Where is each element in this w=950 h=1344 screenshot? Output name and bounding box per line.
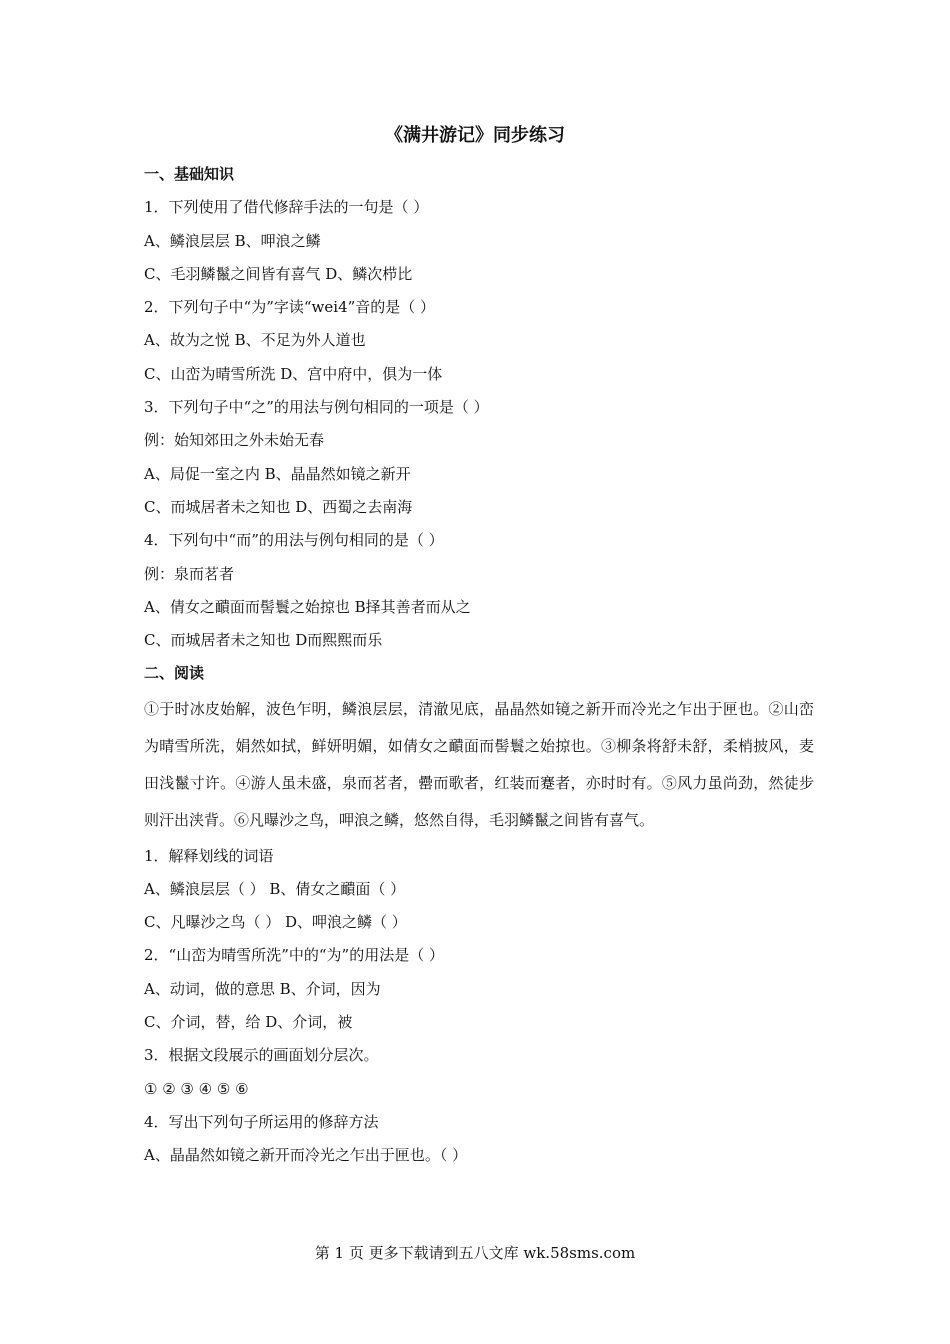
option-line: C、毛羽鳞鬣之间皆有喜气 D、鳞次栉比 — [144, 264, 413, 283]
option-line: C、凡曝沙之鸟（ ） D、呷浪之鳞（ ） — [144, 913, 407, 932]
section-heading-basics: 一、基础知识 — [144, 165, 235, 183]
question-line: 3．下列句子中“之”的用法与例句相同的一项是（ ） — [144, 398, 489, 417]
option-line: A、鳞浪层层 B、呷浪之鳞 — [144, 231, 321, 250]
question-line: 4．下列句中“而”的用法与例句相同的是（ ） — [144, 531, 444, 550]
layer-numbers: ① ② ③ ④ ⑤ ⑥ — [144, 1079, 249, 1098]
question-line: 2．下列句子中“为”字读“wei4”音的是（ ） — [144, 298, 436, 317]
reading-passage: ①于时冰皮始解，波色乍明，鳞浪层层，清澈见底，晶晶然如镜之新开而冷光之乍出于匣也。②山峦为晴雪所洗，娟然如拭，鲜妍明媚，如倩女之靧面而髻鬟之始掠也。③柳条将舒未舒，柔梢披风，麦田浅鬣寸许。④游人虽未盛，泉而茗者，罍而歌者，红装而蹇者，亦时时有。⑤风力虽尚劲，然徒步则汗出浃背。⑥凡曝沙之鸟，呷浪之鳞，悠然自得，毛羽鳞鬣之间皆有喜气。 — [144, 699, 814, 830]
example-line: 例：始知郊田之外未始无春 — [144, 431, 325, 450]
option-line: A、动词，做的意思 B、介词，因为 — [144, 979, 381, 998]
option-line: A、故为之悦 B、不足为外人道也 — [144, 331, 366, 350]
question-line: 1．下列使用了借代修辞手法的一句是（ ） — [144, 198, 429, 217]
document-title: 《满井游记》同步练习 — [385, 125, 565, 146]
example-line: 例：泉而茗者 — [144, 564, 235, 583]
section-heading-reading: 二、阅读 — [144, 664, 205, 683]
option-line: C、而城居者未之知也 D、西蜀之去南海 — [144, 497, 413, 516]
option-line: C、介词，替，给 D、介词，被 — [144, 1013, 353, 1032]
question-line: 4．写出下列句子所运用的修辞方法 — [144, 1112, 379, 1131]
document-body — [144, 158, 814, 1173]
option-line: A、鳞浪层层（ ） B、倩女之靧面（ ） — [144, 879, 406, 898]
option-line: A、晶晶然如镜之新开而冷光之乍出于匣也。（ ） — [144, 1146, 468, 1165]
option-line: A、局促一室之内 B、晶晶然如镜之新开 — [144, 464, 411, 483]
question-line: 3．根据文段展示的画面划分层次。 — [144, 1046, 379, 1065]
question-line: 1．解释划线的词语 — [144, 846, 274, 865]
option-line: C、而城居者未之知也 D而熙熙而乐 — [144, 631, 383, 650]
page-footer: 第 1 页 更多下载请到五八文库 wk.58sms.com — [314, 1244, 636, 1262]
option-line: C、山峦为晴雪所洗 D、宫中府中，俱为一体 — [144, 364, 443, 383]
option-line: A、倩女之靧面而髻鬟之始掠也 B择其善者而从之 — [144, 597, 471, 616]
question-line: 2．“山峦为晴雪所洗”中的“为”的用法是（ ） — [144, 946, 444, 965]
